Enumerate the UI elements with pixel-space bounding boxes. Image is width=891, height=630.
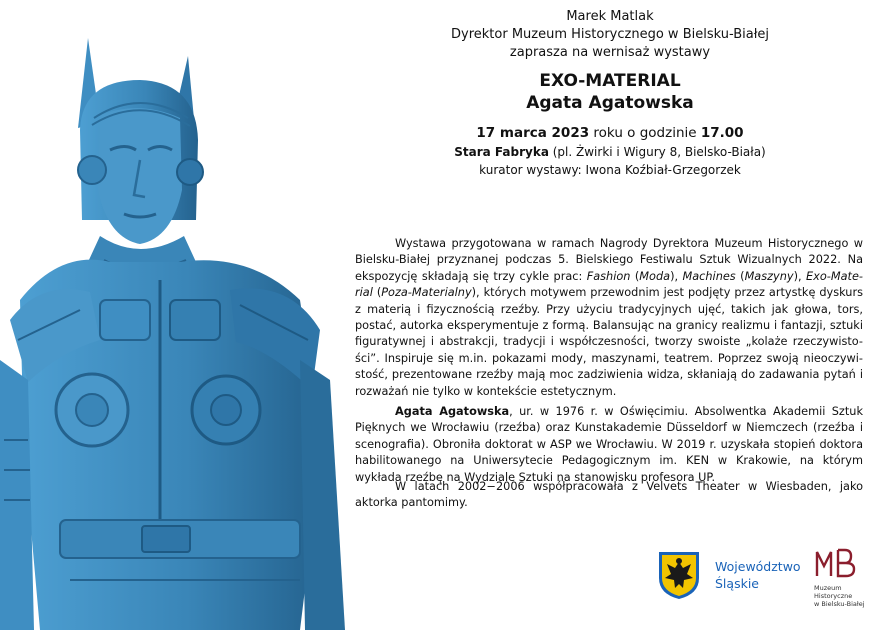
venue-address: (pl. Żwirki i Wigury 8, Bielsko-Biała) xyxy=(548,145,766,159)
venue-name: Stara Fabryka xyxy=(454,145,549,159)
wojew-line-1: Województwo xyxy=(715,559,801,574)
cycle-machines: Machines xyxy=(682,269,736,283)
bio-artist-name: Agata Agatowska xyxy=(395,405,510,418)
date-connector: roku o godzinie xyxy=(589,125,701,141)
statue-sculpture-image xyxy=(0,0,345,630)
exhibition-title: EXO-MATERIAL xyxy=(539,71,681,91)
muzeum-mb-mark-icon xyxy=(814,546,862,578)
cycle-poza-materialny: Poza-Materialny xyxy=(381,286,472,300)
artist-name: Agata Agatowska xyxy=(526,93,694,113)
host-name: Marek Matlak xyxy=(566,9,654,24)
date-time-line xyxy=(380,124,840,143)
muzeum-line-1: Muzeum xyxy=(814,584,842,592)
cycle-moda: Moda xyxy=(639,269,671,283)
wojew-line-2: Śląskie xyxy=(715,576,759,591)
curator-line: kurator wystawy: Iwona Koźbiał-Grzegorzek xyxy=(479,163,741,177)
artist-biography: Agata Agatowska, ur. w 1976 r. w Oświęcimiu. Absolwentka Akademii Sztuk Pięknych we Wrocławiu (rzeźba) oraz Kunstakademie Düsseldorf w Niemczech (rzeźba i scenografia). Obroniła doktorat w ASP we Wrocławiu. W 2019 r. uzyskała stopień doktora habilitowanego na Uniwersytecie Pedagogicznym im. KEN w Krakowie, na którym wykłada rzeźbę na Wydziale Sztuki na stanowisku profesora UP. xyxy=(355,405,863,484)
invitation-line: zaprasza na wernisaż wystawy xyxy=(509,45,711,60)
wojewodztwo-slaskie-logo xyxy=(657,550,801,600)
artist-biography-theater: W latach 2002−2006 współpracowała z Velvets Theater w Wiesbaden, jako aktorka pantomimy. xyxy=(355,480,863,510)
event-time: 17.00 xyxy=(700,125,744,141)
host-title: Dyrektor Muzeum Historycznego w Bielsku-Białej xyxy=(451,27,769,42)
muzeum-line-2: Historyczne xyxy=(814,592,853,600)
cycle-exo-material: Exo-Mate-rial xyxy=(355,269,863,300)
cycle-fashion: Fashion xyxy=(586,269,631,283)
cycle-maszyny: Maszyny xyxy=(744,269,794,283)
exhibition-description: Wystawa przygotowana w ramach Nagrody Dyrektora Muzeum Historycznego w Bielsku-Białej przyznanej podczas 5. Bielskiego Festiwalu Sztuk Wizualnych 2022. Na ekspozycję składają się trzy cykle prac: Fashion (Moda), Machines (Maszyny), Exo-Mate-rial (Poza-Materialny), których motywem przewodnim jest podjęty przez artystkę dyskurs z materią i fizycznością rzeźby. Przy użyciu tradycyjnych ujęć, takich jak głowa, tors, postać, autorka eksperymentuje z formą. Balansując na granicy realizmu i fantazji, sztuki figuratywnej i abstrakcji, tradycji i współczesności, tworzy swoiste „kolaże rzeczywisto-ści”. Inspiruje się m.in. pokazami mody, maszynami, teatrem. Poprzez swoją nieoczywi-stość, prezentowane rzeźby mają moc zadziwienia widza, skłaniają do zadawania pytań i rozważań nie tylko w kontekście estetycznym. xyxy=(355,237,864,398)
venue-line xyxy=(380,143,840,161)
muzeum-line-3: w Bielsku-Białej xyxy=(814,600,865,608)
event-date: 17 marca 2023 xyxy=(476,125,590,141)
silesian-eagle-shield-icon xyxy=(657,550,701,600)
muzeum-historyczne-logo xyxy=(814,546,874,608)
invitation-header xyxy=(380,8,840,180)
